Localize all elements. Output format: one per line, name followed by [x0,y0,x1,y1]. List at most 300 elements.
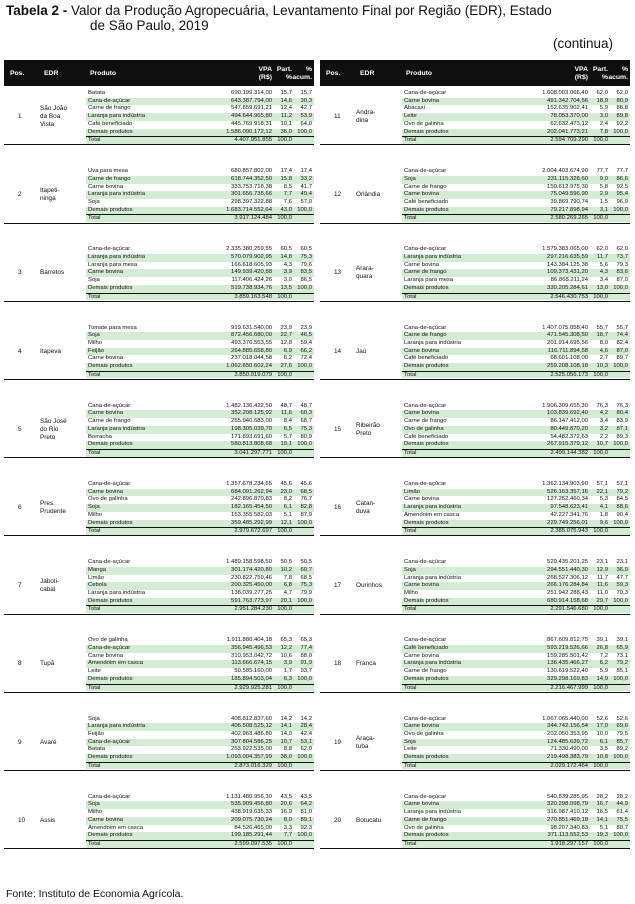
region-name [40,578,59,594]
region-position: 3 [18,269,22,277]
product-cell: Limão [88,574,105,581]
region-group [4,88,314,166]
region-name-line: ninga [40,195,56,203]
acum-cell: 79,5 [616,730,628,737]
table-row [86,340,314,348]
table-row [86,410,314,418]
product-cell: Laranja para indústria [88,113,145,120]
product-cell: Demais produtos [88,754,133,761]
region-position: 13 [334,269,342,277]
part-cell: 6,5 [283,425,292,432]
region-name-line: tuba [356,742,369,750]
vpa-cell: 2.546.430.753 [550,293,588,300]
product-cell: Laranja para indústria [88,425,145,432]
table-row [86,520,314,528]
part-cell: 60,5 [280,246,292,253]
region-name-line: Araça- [356,734,375,742]
product-cell: Demais produtos [404,284,449,291]
acum-cell: 87,1 [616,425,628,432]
data-table [4,60,630,868]
product-cell: Demais produtos [88,832,133,839]
header-vpa: (R$) [258,74,272,81]
part-cell: 100,0 [277,215,292,222]
product-cell: Total [404,137,417,144]
vpa-cell: 320.298.098,79 [547,801,588,808]
product-cell: Café beneficiado [404,645,449,652]
acum-cell: 82,8 [300,504,312,511]
product-cell: Carne bovina [404,410,440,417]
product-cell: Total [404,528,417,535]
table-row [402,363,630,371]
acum-cell: 100,0 [613,441,628,448]
vpa-cell: 127.252.460,34 [547,496,588,503]
table-row [402,199,630,207]
table-row [402,325,630,333]
header-part: Part. [276,66,292,73]
region-group [320,401,630,479]
vpa-cell: 209.075.730,24 [231,816,272,823]
product-cell: Cana-de-açúcar [88,793,131,800]
part-cell: 43,0 [280,206,292,213]
part-cell: 4,3 [599,269,608,276]
source-note: Fonte: Instituto de Economia Agrícola. [6,888,184,900]
total-row [86,684,314,692]
total-row [402,371,630,379]
group-separator [320,535,630,536]
vpa-cell: 75.049.596,90 [550,191,588,198]
acum-cell: 43,5 [300,793,312,800]
group-separator [320,692,630,693]
vpa-cell: 359.485.292,99 [231,519,272,526]
vpa-cell: 526.163.357,16 [547,488,588,495]
acum-cell: 100,0 [297,597,312,604]
part-cell: 10,6 [280,652,292,659]
table-row [402,340,630,348]
product-cell: Demais produtos [88,597,133,604]
vpa-cell: 540.839.285,95 [547,793,588,800]
part-cell: 10,3 [596,363,608,370]
part-cell: 100,0 [593,293,608,300]
vpa-cell: 301.174.420,80 [231,566,272,573]
region-name-line: Franca [356,660,376,668]
part-cell: 77,7 [596,168,608,175]
vpa-cell: 310.953.042,72 [231,652,272,659]
acum-cell: 57,0 [300,198,312,205]
part-cell: 10,1 [280,120,292,127]
product-cell: Carne bovina [404,191,440,198]
region-name-line: Preto [40,433,56,441]
part-cell: 19,3 [596,832,608,839]
part-cell: 2,9 [599,191,608,198]
part-cell: 3,1 [599,206,608,213]
part-cell: 6,1 [599,738,608,745]
vpa-cell: 255.940.683,00 [231,418,272,425]
acum-cell: 85,1 [616,668,628,675]
group-separator [4,301,314,302]
part-cell: 100,0 [277,606,292,613]
product-cell: Carne de frango [88,175,131,182]
table-row [86,277,314,285]
header-vpa: VPA [574,66,588,73]
product-cell: Demais produtos [88,206,133,213]
region-name [356,422,380,438]
table-row [402,496,630,504]
part-cell: 12,9 [596,566,608,573]
region-name-line: Jaboti- [40,578,60,586]
table-row [402,598,630,606]
product-cell: Carne bovina [88,488,124,495]
table-row [86,676,314,684]
table-row [402,817,630,825]
region-name-line: quara [356,273,373,281]
acum-cell: 73,1 [616,652,628,659]
product-cell: Cana-de-açúcar [404,402,447,409]
part-cell: 1,7 [283,668,292,675]
acum-cell: 70,3 [616,589,628,596]
product-cell: Cana-de-açúcar [404,324,447,331]
vpa-cell: 2.216.467.999 [550,684,588,691]
part-cell: 62,0 [596,90,608,96]
part-cell: 3,4 [599,277,608,284]
vpa-cell: 494.644.965,80 [231,113,272,120]
part-cell: 7,2 [599,652,608,659]
vpa-cell: 1.357.678.234,65 [226,481,272,487]
part-cell: 100,0 [593,762,608,769]
acum-cell: 49,4 [300,191,312,198]
table-row [402,207,630,215]
vpa-cell: 251.942.288,43 [547,589,588,596]
product-cell: Leite [88,668,101,675]
part-cell: 23,0 [280,488,292,495]
vpa-cell: 50.585.160,00 [234,668,272,675]
acum-cell: 87,0 [616,347,628,354]
vpa-cell: 86.147.412,00 [550,418,588,425]
table-row [402,746,630,754]
vpa-cell: 344.742.156,54 [547,723,588,730]
product-cell: Ovo de galinha [88,496,128,503]
region-name-line: Ourinhos [356,582,382,590]
acum-cell: 86,8 [616,105,628,112]
table-row [86,660,314,668]
acum-cell: 88,0 [300,652,312,659]
part-cell: 8,0 [283,816,292,823]
table-row [402,434,630,442]
region-name-line: Avaré [40,738,57,746]
header-pos: Pos. [10,70,25,77]
region-name-line: Ribeirão [356,421,380,429]
product-cell: Café beneficiado [88,120,133,127]
part-cell: 55,7 [596,324,608,331]
acum-cell: 61,4 [616,809,628,816]
vpa-cell: 267.915.379,12 [547,441,588,448]
part-cell: 9,0 [599,175,608,182]
vpa-cell: 130.619.522,40 [547,668,588,675]
region-position: 14 [334,347,342,355]
acum-cell: 88,6 [616,504,628,511]
product-cell: Total [404,293,417,300]
table-row [402,590,630,598]
vpa-cell: 2.335.380.259,55 [226,246,272,253]
part-cell: 16,9 [280,809,292,816]
table-row [402,348,630,356]
vpa-cell: 117.406.424,26 [231,277,272,284]
region-name-line: Tupã [40,660,55,668]
part-cell: 6,2 [283,355,292,362]
group-separator [320,223,630,224]
vpa-cell: 2.525.056.173 [550,371,588,378]
region-group [320,479,630,557]
acum-cell: 68,5 [300,488,312,495]
table-row [86,403,314,411]
vpa-cell: 259.208.108,18 [547,363,588,370]
acum-cell: 75,3 [300,425,312,432]
region-position: 20 [334,816,342,824]
region-position: 8 [18,660,22,668]
table-row [402,285,630,293]
part-cell: 2,2 [599,433,608,440]
product-cell: Amendoim em casca [404,511,460,518]
region-position: 10 [18,816,26,824]
product-cell: Demais produtos [88,441,133,448]
vpa-cell: 2.499.144.382 [550,449,588,456]
part-cell: 16,5 [596,809,608,816]
vpa-cell: 294.551.440,30 [547,566,588,573]
acum-cell: 52,6 [616,715,628,722]
vpa-cell: 84.526.465,00 [234,824,272,831]
acum-cell: 100,0 [613,597,628,604]
product-cell: Laranja para indústria [88,589,145,596]
acum-cell: 50,5 [300,559,312,566]
product-cell: Soja [404,738,416,745]
product-cell: Demais produtos [404,363,449,370]
total-row [402,527,630,535]
vpa-cell: 136.435.466,27 [547,660,588,667]
acum-cell: 80,7 [616,824,628,831]
product-cell: Soja [88,504,100,511]
total-row [86,762,314,770]
table-row [402,825,630,833]
product-cell: Cana-de-açúcar [88,481,131,487]
region-group [4,166,314,244]
acum-cell: 46,5 [300,332,312,339]
vpa-cell: 371.113.552,53 [547,832,588,839]
table-row [86,434,314,442]
product-cell: Tomate para mesa [88,324,137,331]
region-group [320,714,630,792]
acum-cell: 33,2 [300,175,312,182]
part-cell: 100,0 [277,840,292,847]
table-row [86,98,314,106]
table-row [402,176,630,184]
part-cell: 38,0 [280,754,292,761]
part-cell: 12,1 [280,519,292,526]
region-name-line: Barretos [40,269,65,277]
product-cell: Carne bovina [404,723,440,730]
header-produto: Produto [406,70,433,77]
region-group [320,166,630,244]
table-row [86,716,314,724]
table-row [86,754,314,762]
product-cell: Uva para mesa [88,168,128,175]
product-cell: Demais produtos [404,754,449,761]
product-cell: Laranja para indústria [88,191,145,198]
acum-cell: 42,4 [300,730,312,737]
acum-cell: 76,3 [616,402,628,409]
acum-cell: 100,0 [613,675,628,682]
part-cell: 3,5 [599,746,608,753]
region-name [40,187,60,203]
vpa-cell: 491.342.704,56 [547,97,588,104]
vpa-cell: 570.079.902,95 [231,254,272,261]
vpa-cell: 690.199.314,00 [231,90,272,96]
acum-cell: 100,0 [297,363,312,370]
header-vpa: VPA [258,66,272,73]
total-row [402,840,630,848]
acum-cell: 57,1 [616,481,628,487]
region-name-line: São João [40,104,68,112]
region-position: 9 [18,738,22,746]
product-cell: Carne bovina [404,652,440,659]
table-row [402,504,630,512]
table-row [86,832,314,840]
vpa-cell: 1.482.136.422,50 [226,402,272,409]
vpa-cell: 103.839.692,40 [547,410,588,417]
table-row [86,496,314,504]
table-title-line2: de São Paulo, 2019 [90,18,209,33]
acum-cell: 42,7 [300,105,312,112]
table-row [402,121,630,129]
region-group [4,635,314,713]
vpa-cell: 185.894.503,04 [231,675,272,682]
product-cell: Laranja para mesa [88,261,138,268]
group-separator [320,301,630,302]
vpa-cell: 4.407.951.855 [234,137,272,144]
product-cell: Carne de frango [404,269,447,276]
part-cell: 39,1 [596,637,608,644]
part-cell: 57,1 [596,481,608,487]
table-row [402,426,630,434]
table-number: Tabela 2 - [6,3,68,18]
acum-cell: 69,6 [616,723,628,730]
product-cell: Cana-de-açúcar [88,645,131,652]
acum-cell: 84,5 [616,496,628,503]
product-cell: Total [88,606,101,613]
part-cell: 23,1 [596,559,608,566]
part-cell: 29,7 [596,597,608,604]
part-cell: 27,6 [280,363,292,370]
product-cell: Ovo de galinha [404,425,444,432]
product-cell: Amendoim em casca [88,660,144,667]
part-cell: 6,1 [283,504,292,511]
region-group [4,557,314,635]
continua-note: (continua) [552,36,613,51]
acum-cell: 89,7 [616,355,628,362]
table-row [402,98,630,106]
vpa-cell: 2.004.403.674,90 [542,168,588,175]
table-row [402,355,630,363]
acum-cell: 92,3 [300,824,312,831]
table-row [86,559,314,567]
product-cell: Batata [88,746,106,753]
part-cell: 100,0 [277,293,292,300]
header-part: % [601,74,608,81]
part-cell: 10,8 [596,754,608,761]
region-position: 18 [334,660,342,668]
product-cell: Total [88,684,101,691]
product-cell: Carne bovina [88,410,124,417]
table-row [402,481,630,489]
part-cell: 100,0 [593,371,608,378]
vpa-cell: 199.185.291,44 [231,832,272,839]
region-name-line: dina [356,116,369,124]
region-name-line: Itapeva [40,347,61,355]
acum-cell: 47,7 [616,574,628,581]
acum-cell: 60,7 [300,566,312,573]
part-cell: 100,0 [593,449,608,456]
vpa-cell: 643.387.794,00 [231,97,272,104]
product-cell: Laranja para indústria [404,504,461,511]
product-cell: Cebola [88,582,107,589]
vpa-cell: 201.914.695,56 [547,339,588,346]
table-row [86,285,314,293]
acum-cell: 53,1 [300,738,312,745]
acum-cell: 100,0 [297,128,312,135]
acum-cell: 68,5 [300,574,312,581]
part-cell: 14,2 [280,715,292,722]
region-group [4,714,314,792]
region-name [40,817,55,825]
product-cell: Cana-de-açúcar [404,559,447,566]
vpa-cell: 149.939.420,88 [231,269,272,276]
part-cell: 5,6 [599,261,608,268]
table-row [402,90,630,98]
product-cell: Cana-de-açúcar [404,246,447,253]
table-row [402,332,630,340]
table-row [86,801,314,809]
product-cell: Carne de frango [404,418,447,425]
part-cell: 3,9 [283,660,292,667]
acum-cell: 100,0 [613,284,628,291]
region-position: 12 [334,191,342,199]
vpa-cell: 171.893.691,60 [231,433,272,440]
acum-cell: 23,1 [616,559,628,566]
vpa-cell: 2.580.269.265 [550,215,588,222]
acum-cell: 83,9 [616,418,628,425]
product-cell: Laranja para indústria [404,254,461,261]
vpa-cell: 329.298.169,83 [547,675,588,682]
region-group [4,323,314,401]
acum-cell: 79,2 [616,660,628,667]
table-row [402,801,630,809]
part-cell: 45,6 [280,481,292,487]
vpa-cell: 97.548.623,41 [550,504,588,511]
part-cell: 8,4 [283,418,292,425]
table-row [402,269,630,277]
region-position: 4 [18,347,22,355]
product-cell: Feijão [88,730,105,737]
table-row [402,723,630,731]
product-cell: Carne bovina [88,816,124,823]
vpa-cell: 116.711.894,58 [547,347,588,354]
vpa-cell: 242.896.870,83 [231,496,272,503]
vpa-cell: 2.873.016.329 [234,762,272,769]
region-name [356,348,366,356]
region-group [320,792,630,870]
part-cell: 100,0 [593,215,608,222]
region-name-line: do Rio [40,425,59,433]
acum-cell: 100,0 [613,363,628,370]
acum-cell: 92,2 [616,120,628,127]
